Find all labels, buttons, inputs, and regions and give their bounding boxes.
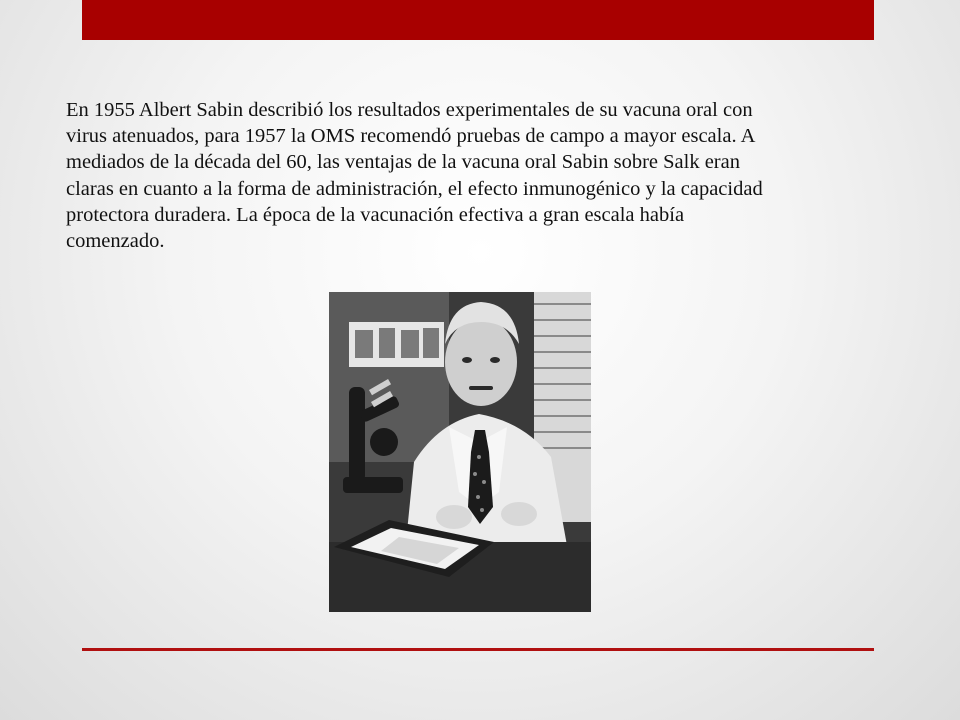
slide-body-text: En 1955 Albert Sabin describió los resultados experimentales de su vacuna oral con virus atenuados, para 1957 la OMS recomendó pruebas de campo a mayor escala. A mediados de la década del 60, las ventajas de la vacuna oral Sabin sobre Salk eran claras en cuanto a la forma de administración, el efecto inmunogénico y la capacidad protectora duradera. La época de la vacunación efectiva a gran escala había comenzado.: [66, 99, 763, 253]
photo-illustration: [329, 292, 591, 612]
bottom-rule-line: [82, 648, 874, 651]
top-accent-bar: [82, 0, 874, 40]
portrait-photo: [329, 292, 591, 612]
